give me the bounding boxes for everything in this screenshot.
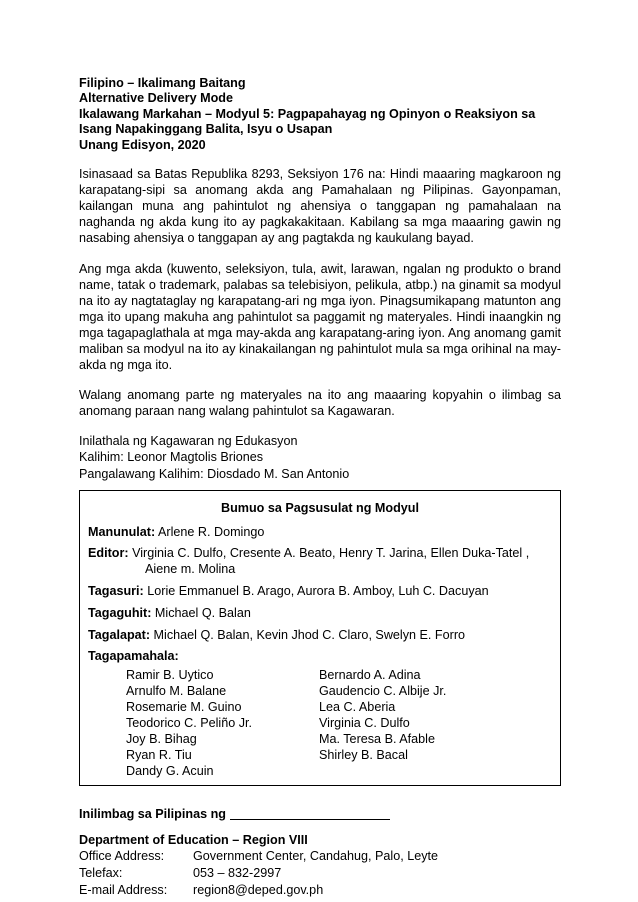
printed-label: Inilimbag sa Pilipinas ng [79, 807, 226, 822]
document-header [79, 76, 561, 153]
manager-name: Lea C. Aberia [319, 700, 396, 715]
edition: Unang Edisyon, 2020 [79, 137, 206, 152]
department-name: Department of Education – Region VIII [79, 833, 308, 848]
manager-name: Bernardo A. Adina [319, 668, 421, 683]
module-title: Ikalawang Markahan – Modyul 5: Pagpapahayag ng Opinyon o Reaksiyon sa Isang Napakinggang Balita, Isyu o Usapan [79, 106, 536, 137]
email-row [79, 882, 561, 899]
delivery-mode: Alternative Delivery Mode [79, 91, 233, 106]
manager-name: Gaudencio C. Albije Jr. [319, 684, 447, 699]
editor-value: Virginia C. Dulfo, Cresente A. Beato, Henry T. Jarina, Ellen Duka-Tatel , [128, 546, 530, 561]
manager-name: Arnulfo M. Balane [126, 684, 227, 699]
office-address-value: Government Center, Candahug, Palo, Leyte [193, 849, 439, 864]
illustrator-value: Michael Q. Balan [151, 605, 251, 620]
box-title: Bumuo sa Pagsusulat ng Modyul [220, 500, 420, 515]
editor-label: Editor: [88, 546, 129, 561]
writer-value: Arlene R. Domingo [155, 524, 265, 539]
telefax-value: 053 – 832-2997 [193, 866, 282, 881]
editor-row [88, 546, 552, 578]
writer-row [88, 525, 552, 541]
subject-grade: Filipino – Ikalimang Baitang [79, 76, 246, 90]
telefax-row [79, 865, 561, 882]
reproduction-paragraph: Walang anomang parte ng materyales na ito ang maaaring kopyahin o ilimbag sa anomang paraan nang walang pahintulot sa Kagawaran. [79, 388, 561, 419]
copyright-page [79, 76, 561, 899]
managers-right-column [319, 667, 519, 779]
copyright-paragraph: Isinasaad sa Batas Republika 8293, Seksiyon 176 na: Hindi maaaring magkaroon ng karapatang-sipi sa anomang akda ang Pamahalaan ng Pilipinas. Gayonpaman, kailangan muna ang pahintulot ng ahensiya o tanggapan ng pamahalaan na naghanda ng akda kung ito ay pagkakakitaan. Kabilang sa mga maaaring gawin ng nasabing ahensiya o tanggapan ay ang pagtakda ng kaukulang bayad. [79, 167, 561, 246]
reviewer-row [88, 584, 552, 600]
development-team-box [79, 490, 561, 787]
managers-label: Tagapamahala: [88, 649, 179, 664]
editor-value-cont: Aiene m. Molina [145, 562, 236, 577]
layout-label: Tagalapat: [88, 627, 151, 642]
reviewer-label: Tagasuri: [88, 584, 144, 599]
manager-name: Shirley B. Bacal [319, 748, 408, 763]
secretary-line: Kalihim: Leonor Magtolis Briones [79, 450, 264, 465]
reviewer-value: Lorie Emmanuel B. Arago, Aurora B. Amboy, Luh C. Dacuyan [143, 584, 489, 599]
manager-name: Teodorico C. Peliño Jr. [126, 716, 252, 731]
office-address-label: Office Address: [79, 849, 165, 864]
layout-value: Michael Q. Balan, Kevin Jhod C. Claro, Swelyn E. Forro [150, 627, 466, 642]
publisher-line: Inilathala ng Kagawaran ng Edukasyon [79, 434, 298, 449]
illustrator-label: Tagaguhit: [88, 605, 152, 620]
managers-left-column [126, 667, 319, 779]
manager-name: Ma. Teresa B. Afable [319, 732, 435, 747]
manager-name: Rosemarie M. Guino [126, 700, 242, 715]
rights-paragraph: Ang mga akda (kuwento, seleksiyon, tula, awit, larawan, ngalan ng produkto o brand name, tatak o trademark, palabas sa telebisiyon, pelikula, atbp.) na ginamit sa modyul na ito ay nagtataglay ng karapatang-ari ng mga iyon. Pinagsumikapang matunton ang mga ito upang makuha ang pahintulot sa paggamit ng materyales. Hindi inaangkin ng mga tagapaglathala at mga may-akda ang karapatang-aring iyon. Ang anomang gamit maliban sa modyul na ito ay kinakailangan ng pahintulot mula sa mga orihinal na may-akda ng mga ito. [79, 261, 561, 373]
telefax-label: Telefax: [79, 866, 123, 881]
manager-name: Dandy G. Acuin [126, 764, 214, 779]
managers-list [126, 667, 552, 779]
publisher-block [79, 433, 561, 481]
office-address-row [79, 848, 561, 865]
email-value: region8@deped.gov.ph [193, 883, 324, 898]
writer-label: Manunulat: [88, 524, 156, 539]
printer-blank-line [230, 807, 390, 820]
manager-name: Virginia C. Dulfo [319, 716, 410, 731]
layout-row [88, 628, 552, 644]
manager-name: Ryan R. Tiu [126, 748, 192, 763]
email-label: E-mail Address: [79, 883, 168, 898]
illustrator-row [88, 606, 552, 622]
managers-row [88, 649, 552, 665]
printed-in-line [79, 806, 561, 822]
undersecretary-line: Pangalawang Kalihim: Diosdado M. San Antonio [79, 466, 350, 481]
manager-name: Ramir B. Uytico [126, 668, 214, 683]
manager-name: Joy B. Bihag [126, 732, 197, 747]
